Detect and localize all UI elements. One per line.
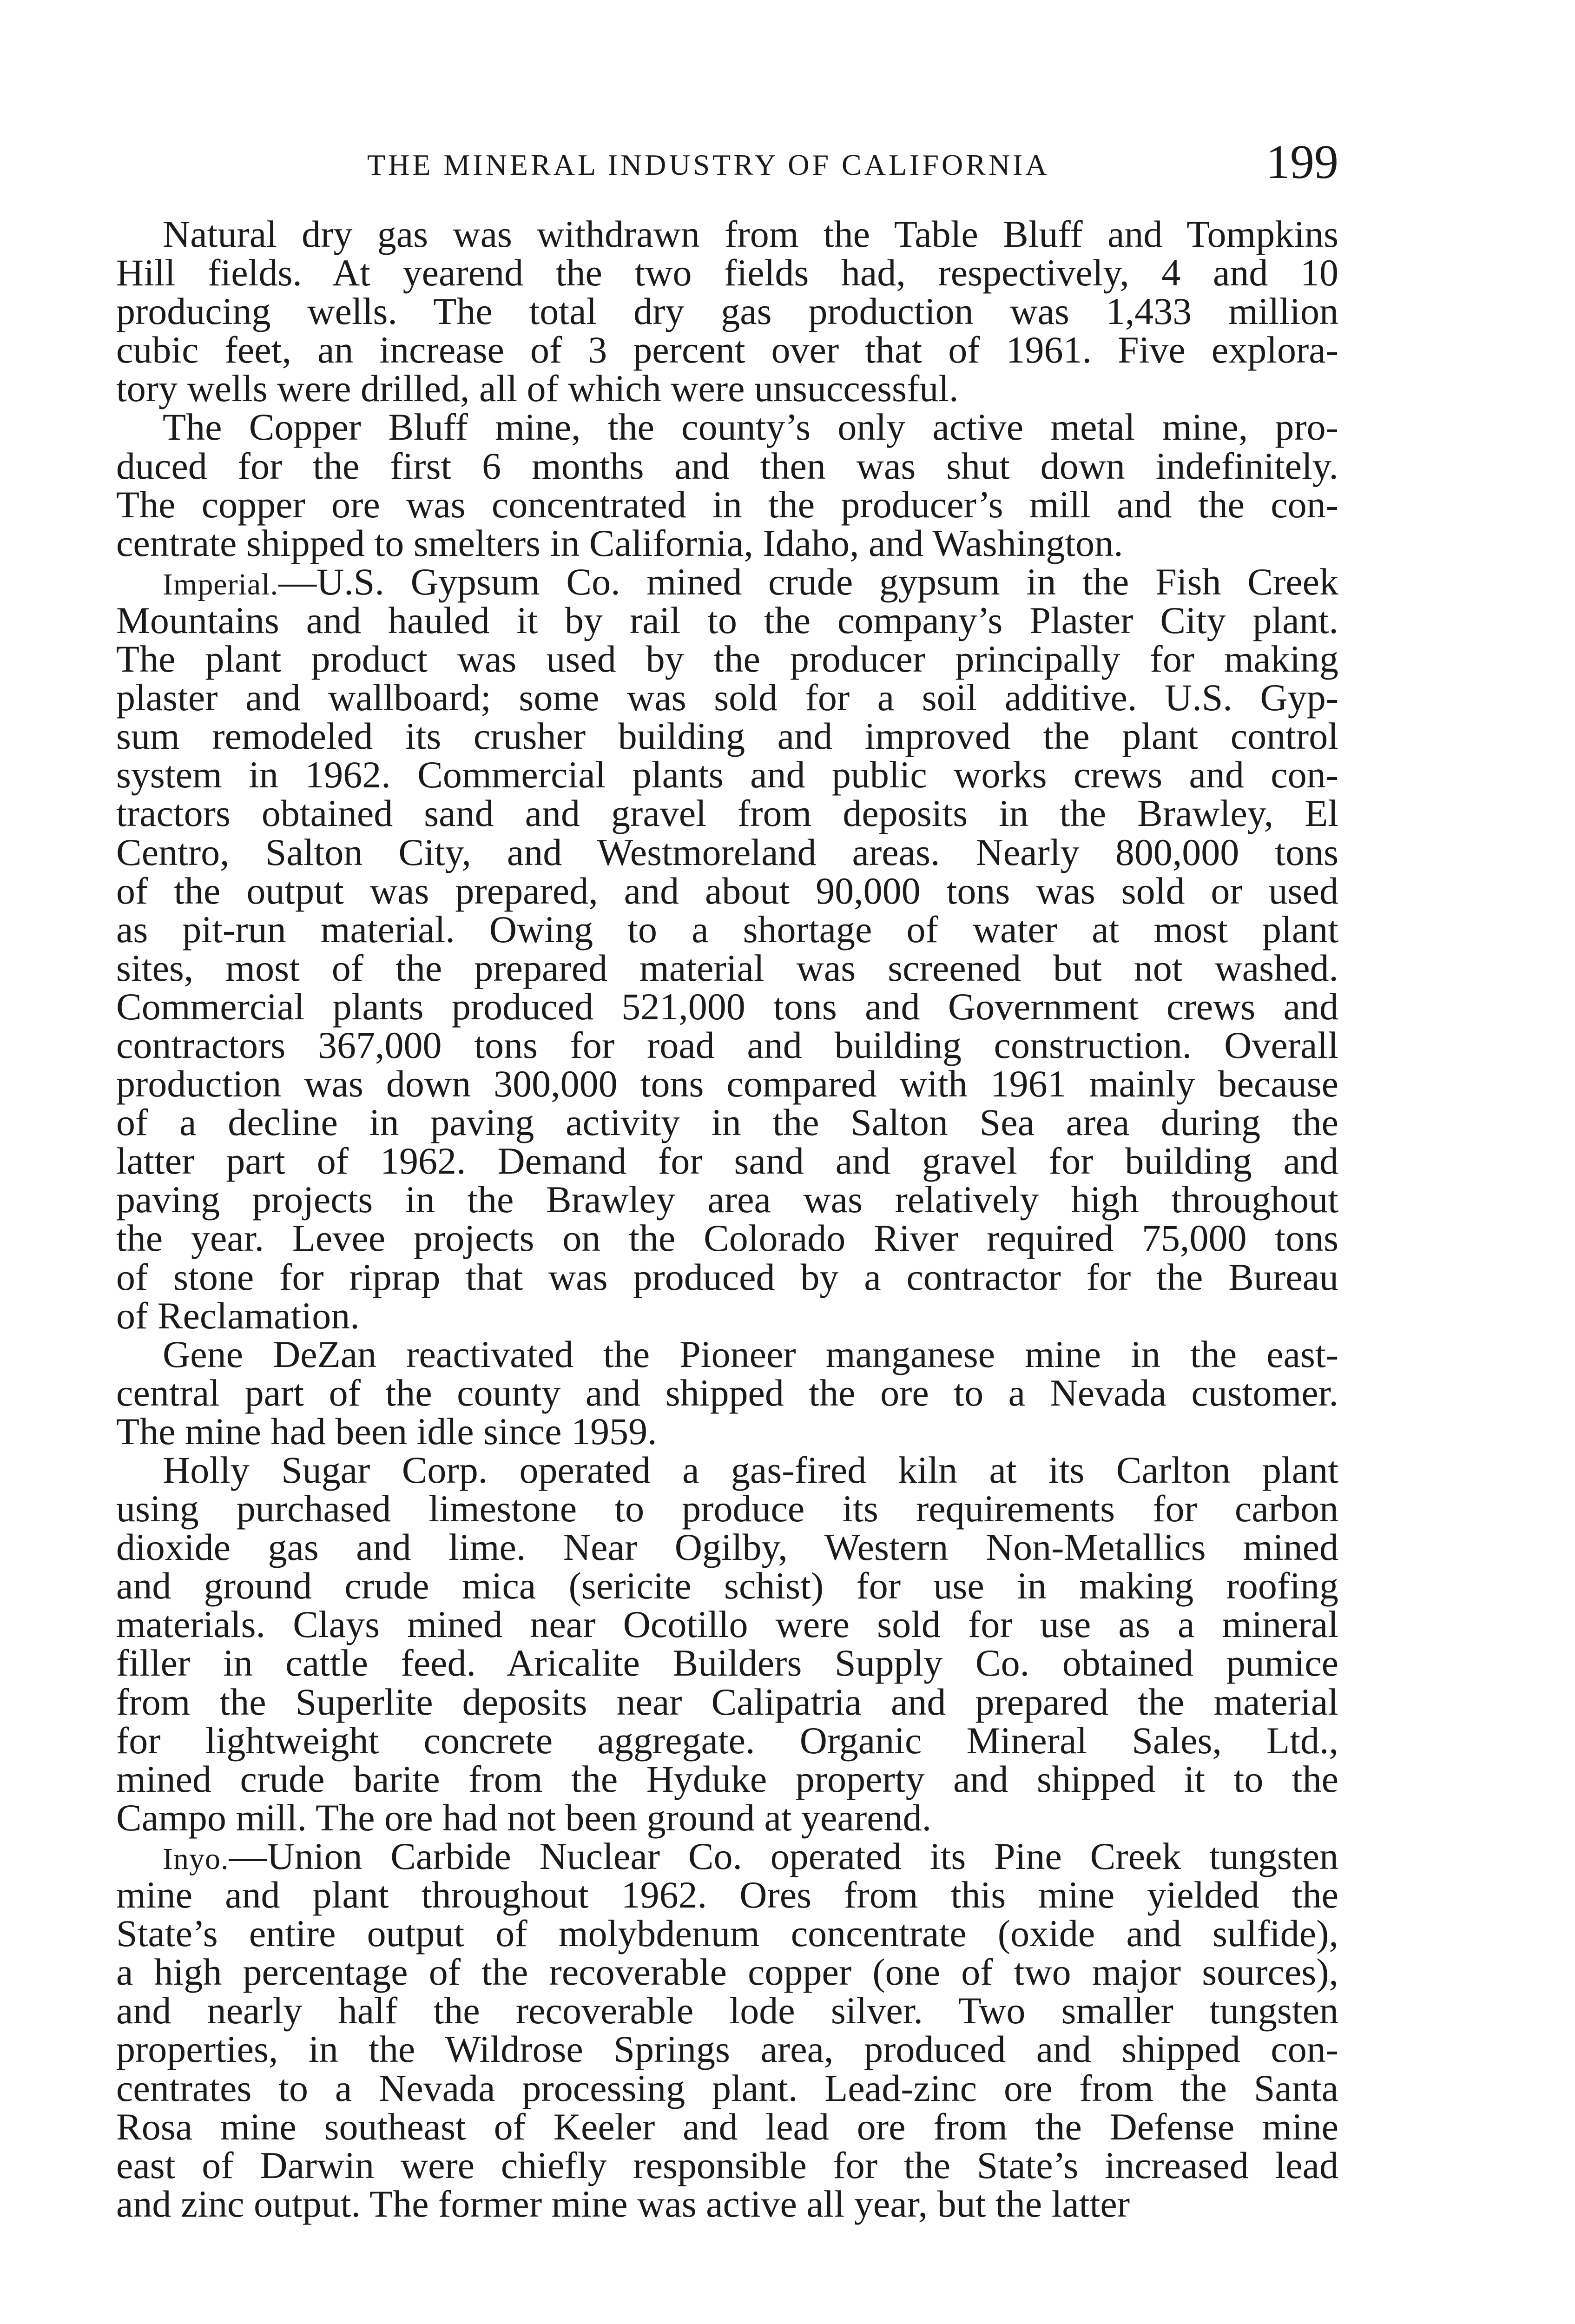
- text-line: [116, 1103, 1338, 1142]
- text-line: [116, 1023, 1338, 1066]
- section-lead-in: Inyo.: [163, 1842, 229, 1876]
- text-line: [116, 524, 1338, 562]
- line-text: using purchased limestone to produce its requirements for carbon: [116, 1487, 1338, 1530]
- line-text: production was down 300,000 tons compared with 1961 mainly because: [116, 1063, 1338, 1105]
- text-line: [116, 640, 1338, 678]
- paragraph: [116, 1335, 1338, 1451]
- line-text: for lightweight concrete aggregate. Organic Mineral Sales, Ltd.,: [116, 1719, 1338, 1762]
- text-line: [116, 601, 1338, 640]
- line-text: a high percentage of the recoverable copper (one of two major sources),: [116, 1951, 1338, 1994]
- line-text: Commercial plants produced 521,000 tons and Government crews and: [116, 985, 1338, 1028]
- line-text: The copper ore was concentrated in the producer’s mill and the con-: [116, 483, 1338, 526]
- text-line: [116, 1566, 1338, 1605]
- running-head: [116, 135, 1338, 191]
- line-text: Campo mill. The ore had not been ground at yearend.: [116, 1796, 932, 1839]
- text-line: [116, 1412, 1338, 1451]
- text-line: [116, 755, 1338, 794]
- text-line: [116, 1837, 1338, 1875]
- line-text: Centro, Salton City, and Westmoreland areas. Nearly 800,000 tons: [116, 831, 1338, 873]
- body-text: [116, 215, 1338, 2223]
- line-text: Gene DeZan reactivated the Pioneer manganese mine in the east-: [163, 1333, 1338, 1375]
- text-line: [116, 1255, 1338, 1298]
- paragraph: [116, 1837, 1338, 2223]
- text-line: [116, 678, 1338, 717]
- line-text: central part of the county and shipped the ore to a Nevada customer.: [116, 1371, 1338, 1414]
- text-line: [116, 1526, 1338, 1569]
- text-line: [116, 1142, 1338, 1180]
- text-line: [116, 485, 1338, 524]
- line-text: plaster and wallboard; some was sold for a soil additive. U.S. Gyp-: [116, 676, 1338, 719]
- page-number: 199: [1266, 135, 1338, 189]
- text-line: [116, 2069, 1338, 2107]
- text-line: [116, 792, 1338, 835]
- paragraph: [116, 1451, 1338, 1837]
- text-line: [116, 1951, 1338, 1994]
- line-text: and zinc output. The former mine was active all year, but the latter: [116, 2182, 1130, 2225]
- line-text: tory wells were drilled, all of which were unsuccessful.: [116, 367, 959, 410]
- line-text: as pit-run material. Owing to a shortage of water at most plant: [116, 908, 1338, 951]
- line-text: The Copper Bluff mine, the county’s only active metal mine, pro-: [163, 406, 1338, 449]
- line-text: and nearly half the recoverable lode silver. Two smaller tungsten: [116, 1989, 1338, 2032]
- line-text: —Union Carbide Nuclear Co. operated its Pine Creek tungsten: [229, 1835, 1338, 1877]
- line-text: cubic feet, an increase of 3 percent over that of 1961. Five explora-: [116, 329, 1338, 371]
- text-line: [116, 253, 1338, 292]
- section-lead-in: Imperial.: [163, 567, 279, 601]
- text-line: [116, 330, 1338, 369]
- text-line: [116, 1757, 1338, 1800]
- paragraph: [116, 408, 1338, 562]
- text-line: [116, 2182, 1338, 2225]
- text-line: [116, 1451, 1338, 1489]
- text-line: [116, 1914, 1338, 1953]
- text-line: [116, 406, 1338, 449]
- line-text: of the output was prepared, and about 90,000 tons was sold or used: [116, 869, 1338, 912]
- text-line: [116, 2146, 1338, 2185]
- running-title: THE MINERAL INDUSTRY OF CALIFORNIA: [367, 148, 1050, 181]
- text-line: [116, 1296, 1338, 1335]
- text-line: [116, 1489, 1338, 1528]
- text-line: [116, 1064, 1338, 1103]
- paragraph: [116, 215, 1338, 408]
- line-text: Mountains and hauled it by rail to the company’s Plaster City plant.: [116, 599, 1338, 641]
- line-text: latter part of 1962. Demand for sand and gravel for building and: [116, 1140, 1338, 1182]
- line-text: of Reclamation.: [116, 1294, 360, 1337]
- line-text: Hill fields. At yearend the two fields had, respectively, 4 and 10: [116, 251, 1338, 294]
- line-text: contractors 367,000 tons for road and building construction. Overall: [116, 1023, 1338, 1066]
- line-text: duced for the first 6 months and then was shut down indefinitely.: [116, 444, 1338, 487]
- text-line: [116, 1335, 1338, 1373]
- text-line: [116, 290, 1338, 333]
- text-line: [116, 1798, 1338, 1837]
- line-text: sum remodeled its crusher building and improved the plant control: [116, 715, 1338, 758]
- text-line: [116, 215, 1338, 253]
- line-text: east of Darwin were chiefly responsible for the State’s increased lead: [116, 2144, 1338, 2186]
- line-text: the year. Levee projects on the Colorado River required 75,000 tons: [116, 1217, 1338, 1260]
- line-text: centrates to a Nevada processing plant. Lead-zinc ore from the Santa: [116, 2067, 1338, 2109]
- text-line: [116, 1217, 1338, 1260]
- line-text: State’s entire output of molybdenum concentrate (oxide and sulfide),: [116, 1912, 1338, 1955]
- text-line: [116, 369, 1338, 408]
- paragraph: [116, 562, 1338, 1335]
- line-text: mine and plant throughout 1962. Ores from this mine yielded the: [116, 1874, 1338, 1916]
- text-line: [116, 869, 1338, 912]
- line-text: centrate shipped to smelters in California, Idaho, and Washington.: [116, 522, 1123, 564]
- text-line: [116, 1180, 1338, 1219]
- line-text: The plant product was used by the producer principally for making: [116, 638, 1338, 680]
- line-text: sites, most of the prepared material was screened but not washed.: [116, 946, 1338, 989]
- line-text: mined crude barite from the Hyduke property and shipped it to the: [116, 1757, 1338, 1800]
- text-line: [116, 1875, 1338, 1914]
- line-text: dioxide gas and lime. Near Ogilby, Western Non-Metallics mined: [116, 1526, 1338, 1569]
- text-line: [116, 946, 1338, 989]
- line-text: materials. Clays mined near Ocotillo were sold for use as a mineral: [116, 1603, 1338, 1646]
- text-line: [116, 1991, 1338, 2030]
- text-line: [116, 1605, 1338, 1644]
- text-line: [116, 2028, 1338, 2071]
- line-text: system in 1962. Commercial plants and public works crews and con-: [116, 753, 1338, 796]
- text-line: [116, 1721, 1338, 1760]
- line-text: tractors obtained sand and gravel from deposits in the Brawley, El: [116, 792, 1338, 835]
- line-text: paving projects in the Brawley area was relatively high throughout: [116, 1178, 1338, 1221]
- line-text: and ground crude mica (sericite schist) for use in making roofing: [116, 1565, 1338, 1607]
- text-line: [116, 444, 1338, 487]
- text-line: [116, 1680, 1338, 1723]
- line-text: The mine had been idle since 1959.: [116, 1410, 657, 1452]
- line-text: of a decline in paving activity in the Salton Sea area during the: [116, 1101, 1338, 1144]
- line-text: Natural dry gas was withdrawn from the Table Bluff and Tompkins: [163, 213, 1338, 255]
- line-text: producing wells. The total dry gas production was 1,433 million: [116, 290, 1338, 333]
- line-text: Holly Sugar Corp. operated a gas-fired kiln at its Carlton plant: [163, 1449, 1338, 1491]
- line-text: properties, in the Wildrose Springs area, produced and shipped con-: [116, 2028, 1338, 2071]
- text-line: [116, 715, 1338, 758]
- text-line: [116, 910, 1338, 949]
- line-text: filler in cattle feed. Aricalite Builders Supply Co. obtained pumice: [116, 1642, 1338, 1684]
- line-text: —U.S. Gypsum Co. mined crude gypsum in the Fish Creek: [278, 560, 1338, 603]
- text-line: [116, 1644, 1338, 1682]
- text-line: [116, 833, 1338, 872]
- text-line: [116, 987, 1338, 1026]
- line-text: Rosa mine southeast of Keeler and lead ore from the Defense mine: [116, 2105, 1338, 2148]
- line-text: from the Superlite deposits near Calipatria and prepared the material: [116, 1680, 1338, 1723]
- text-line: [116, 2107, 1338, 2146]
- text-line: [116, 1373, 1338, 1412]
- line-text: of stone for riprap that was produced by a contractor for the Bureau: [116, 1255, 1338, 1298]
- text-line: [116, 562, 1338, 601]
